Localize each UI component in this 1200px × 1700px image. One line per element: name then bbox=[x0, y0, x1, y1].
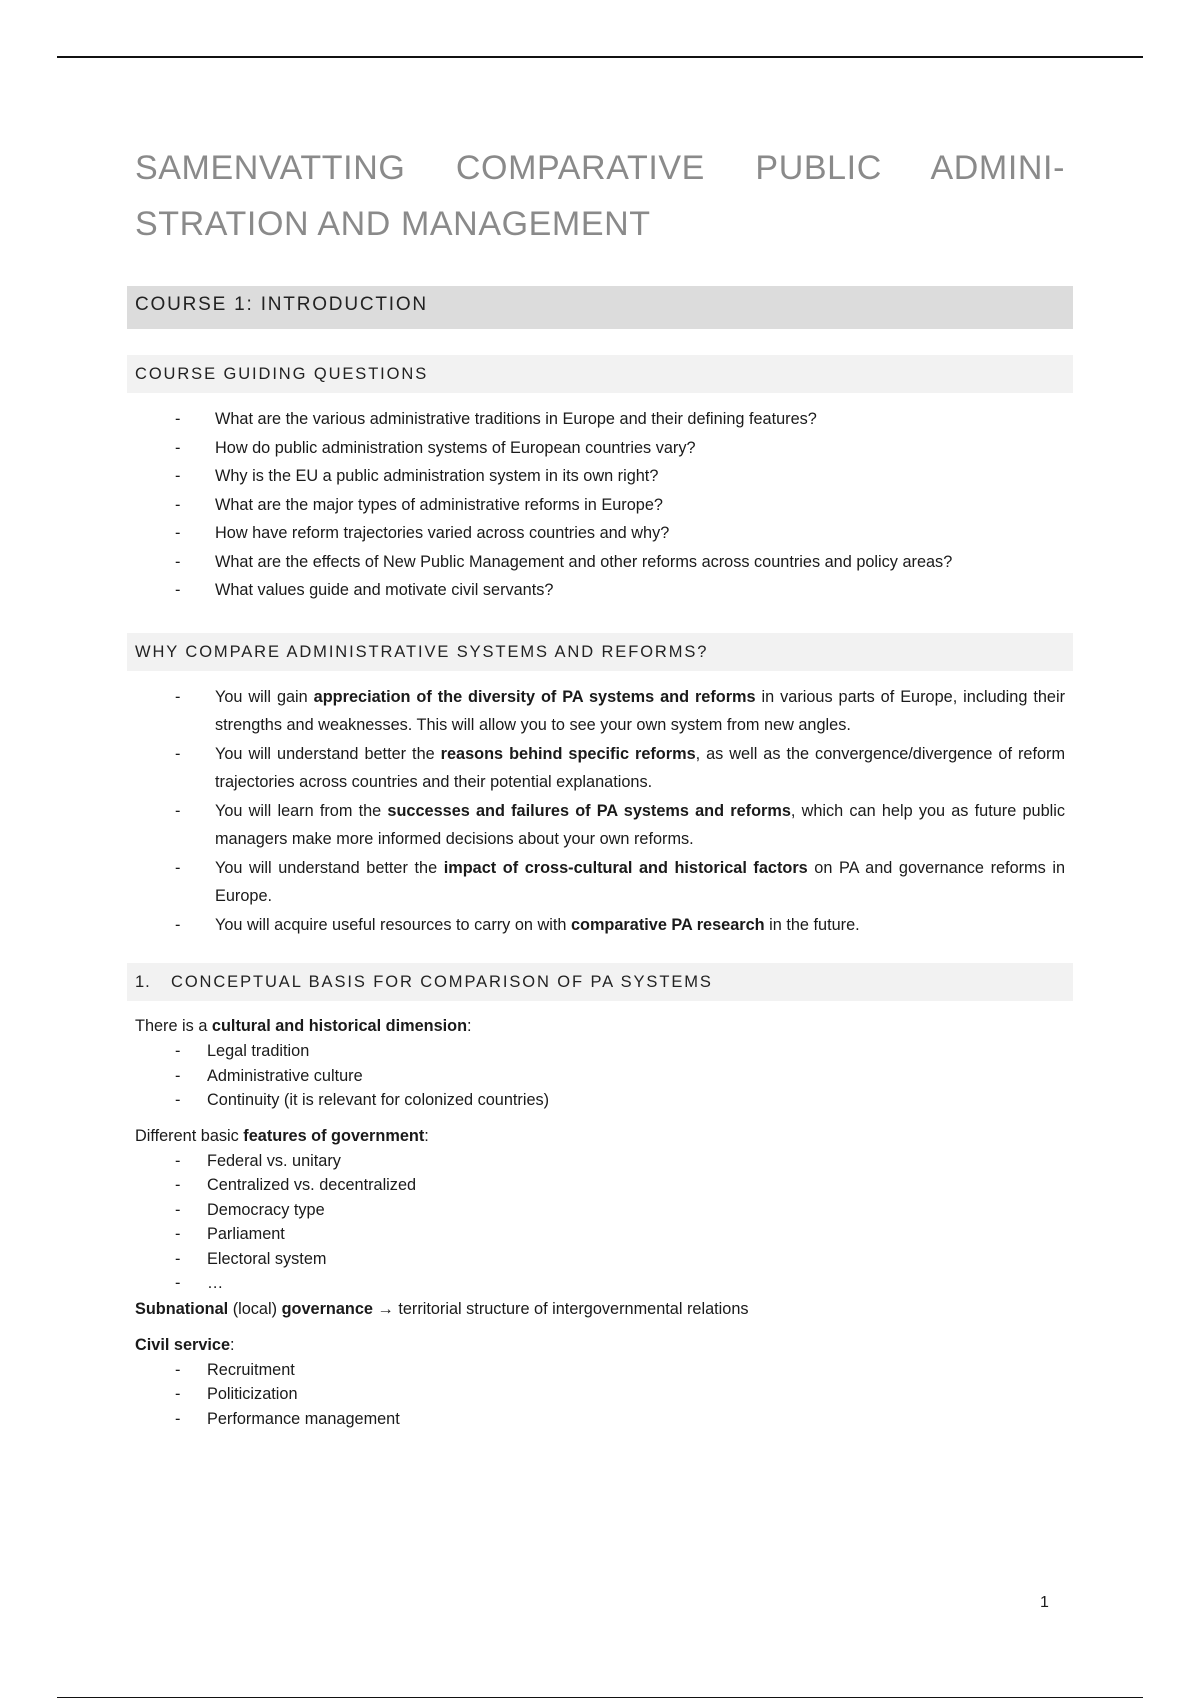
header-rule bbox=[57, 56, 1143, 58]
subnational-governance bbox=[135, 1296, 1065, 1322]
features-list bbox=[135, 1149, 1065, 1296]
item-text: , which can help you as future public managers make more informed decisions about your own reforms. bbox=[215, 801, 1065, 848]
para-text: (local) bbox=[228, 1299, 282, 1318]
para-text: There is a bbox=[135, 1017, 212, 1035]
item-text: in the future. bbox=[764, 915, 860, 934]
course-heading: COURSE 1: INTRODUCTION bbox=[127, 286, 1073, 329]
list-item: - Democracy type bbox=[135, 1198, 1065, 1223]
item-emphasis: impact of cross-cultural and historical factors bbox=[443, 858, 808, 877]
item-text: You will acquire useful resources to carry on with bbox=[215, 915, 571, 934]
list-item: - How have reform trajectories varied across countries and why? bbox=[135, 519, 1065, 548]
item-text: in various parts of Europe, including their strengths and weaknesses. This will allow you to see your own system from new angles. bbox=[215, 687, 1066, 734]
document-title: SAMENVATTING COMPARATIVE PUBLIC ADMINI-STRATION AND MANAGEMENT bbox=[135, 149, 1065, 243]
list-item: - How do public administration systems of European countries vary? bbox=[135, 434, 1065, 463]
list-item bbox=[135, 797, 1065, 854]
para-text: : bbox=[467, 1017, 472, 1035]
item-text: on PA and governance reforms in Europe. bbox=[215, 858, 1065, 905]
cultural-dimension-intro bbox=[135, 1013, 1065, 1039]
list-item: - Performance management bbox=[135, 1407, 1065, 1432]
para-text: : bbox=[424, 1126, 429, 1145]
guiding-questions-heading: COURSE GUIDING QUESTIONS bbox=[127, 355, 1073, 393]
list-item: - What are the various administrative traditions in Europe and their defining features? bbox=[135, 405, 1065, 434]
list-item: - Parliament bbox=[135, 1222, 1065, 1247]
list-item bbox=[135, 740, 1065, 797]
item-emphasis: successes and failures of PA systems and reforms bbox=[387, 801, 791, 820]
para-text: : bbox=[230, 1335, 235, 1354]
para-emphasis: Subnational bbox=[135, 1299, 229, 1318]
item-text: You will gain bbox=[215, 687, 314, 706]
list-item bbox=[135, 683, 1065, 740]
item-emphasis: appreciation of the diversity of PA systems and reforms bbox=[313, 687, 756, 706]
section-number: 1. bbox=[135, 973, 151, 991]
list-item bbox=[135, 911, 1065, 940]
list-item: - Federal vs. unitary bbox=[135, 1149, 1065, 1174]
features-intro bbox=[135, 1123, 1065, 1149]
footer-rule bbox=[57, 1697, 1143, 1698]
item-emphasis: reasons behind specific reforms bbox=[440, 744, 696, 763]
list-item: - Continuity (it is relevant for colonized countries) bbox=[135, 1088, 1065, 1113]
list-item: - … bbox=[135, 1271, 1065, 1296]
list-item bbox=[135, 854, 1065, 911]
para-text: territorial structure of intergovernmental relations bbox=[398, 1299, 749, 1318]
item-text: , as well as the convergence/divergence of reform trajectories across countries and their potential explanations. bbox=[215, 744, 1066, 791]
document-body bbox=[135, 140, 1065, 1431]
para-emphasis: features of government bbox=[243, 1126, 425, 1145]
item-text: You will understand better the bbox=[215, 744, 441, 763]
item-text: You will learn from the bbox=[215, 801, 388, 820]
para-text: Different basic bbox=[135, 1126, 244, 1145]
arrow-icon: → bbox=[372, 1299, 399, 1318]
list-item: - Recruitment bbox=[135, 1358, 1065, 1383]
item-emphasis: comparative PA research bbox=[570, 915, 765, 934]
guiding-questions-list bbox=[135, 405, 1065, 605]
list-item: - Electoral system bbox=[135, 1247, 1065, 1272]
item-text: You will understand better the bbox=[215, 858, 444, 877]
para-emphasis: Civil service bbox=[135, 1335, 231, 1354]
page-number: 1 bbox=[1040, 1594, 1049, 1611]
para-emphasis: cultural and historical dimension bbox=[211, 1017, 468, 1035]
why-compare-list bbox=[135, 683, 1065, 940]
list-item: - Why is the EU a public administration system in its own right? bbox=[135, 462, 1065, 491]
civil-service-intro bbox=[135, 1332, 1065, 1358]
cultural-dimension-list bbox=[135, 1039, 1065, 1113]
list-item: - Centralized vs. decentralized bbox=[135, 1173, 1065, 1198]
list-item: - What are the effects of New Public Management and other reforms across countries and policy areas? bbox=[135, 548, 1065, 577]
list-item: - What values guide and motivate civil servants? bbox=[135, 576, 1065, 605]
conceptual-basis-heading bbox=[127, 963, 1073, 1001]
list-item: - What are the major types of administrative reforms in Europe? bbox=[135, 491, 1065, 520]
civil-service-list bbox=[135, 1358, 1065, 1432]
list-item: - Politicization bbox=[135, 1382, 1065, 1407]
section-title: CONCEPTUAL BASIS FOR COMPARISON OF PA SYSTEMS bbox=[171, 973, 713, 991]
para-emphasis: governance bbox=[281, 1299, 373, 1318]
list-item: - Legal tradition bbox=[135, 1039, 1065, 1064]
list-item: - Administrative culture bbox=[135, 1064, 1065, 1089]
why-compare-heading: WHY COMPARE ADMINISTRATIVE SYSTEMS AND REFORMS? bbox=[127, 633, 1073, 671]
